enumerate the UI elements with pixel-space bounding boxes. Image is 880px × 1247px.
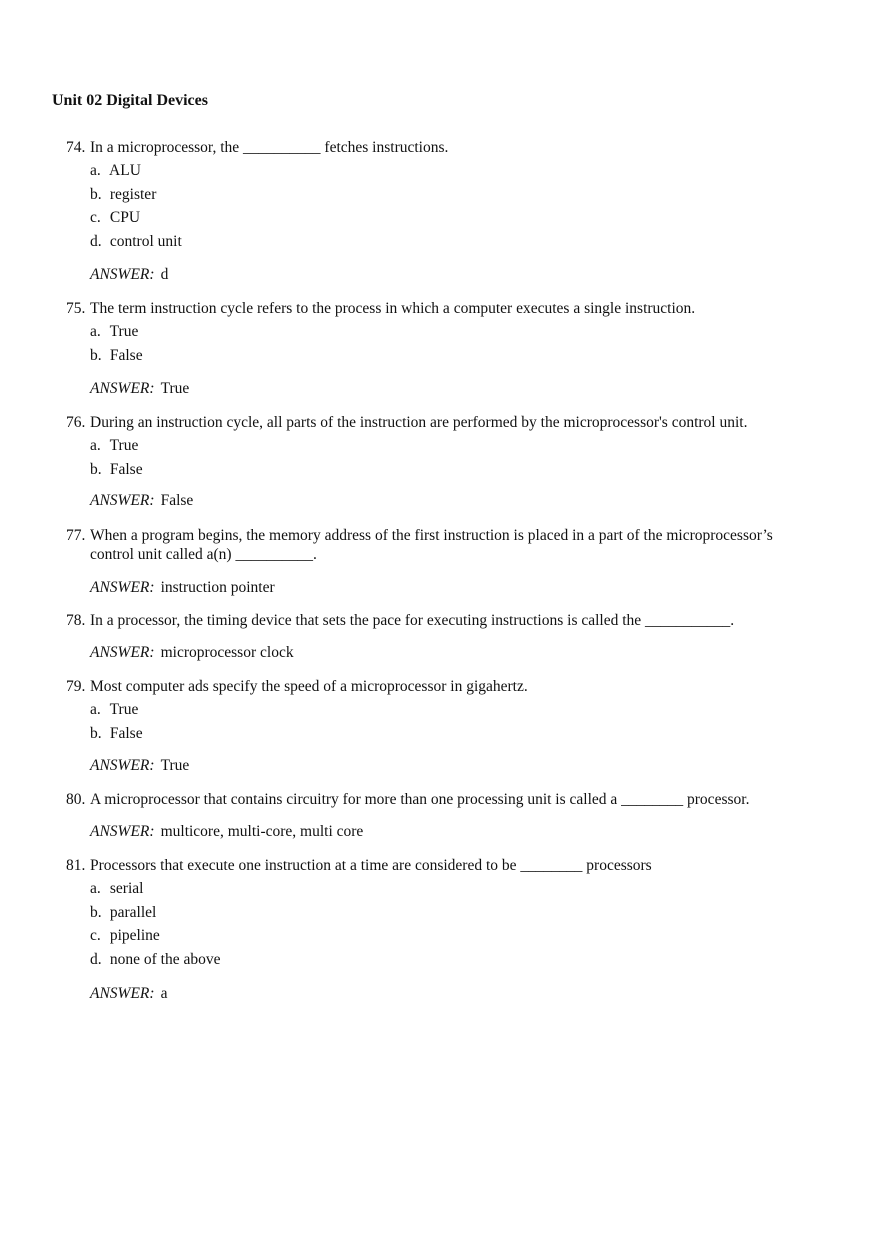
answer-text: d (160, 266, 169, 283)
question-number: 78. (66, 612, 86, 629)
answer-text: instruction pointer (160, 579, 275, 596)
options-list (90, 877, 826, 971)
option-text: False (109, 346, 143, 364)
question-text: When a program begins, the memory address of the first instruction is placed in a part of the microprocessor’s control unit called a(n) __________. (90, 527, 777, 563)
question-81 (66, 856, 826, 971)
option-b (90, 458, 826, 482)
option-letter: d. (90, 950, 102, 968)
option-letter: b. (90, 724, 102, 742)
option-b (90, 901, 826, 925)
answer-text: microprocessor clock (160, 644, 294, 661)
option-text: parallel (109, 903, 157, 921)
answer-79 (66, 756, 826, 775)
question-text: A microprocessor that contains circuitry for more than one processing unit is called a ________ processor. (90, 791, 750, 808)
question-text: In a microprocessor, the __________ fetches instructions. (90, 139, 449, 156)
question-text: During an instruction cycle, all parts of the instruction are performed by the microprocessor's control unit. (90, 414, 748, 431)
answer-75 (66, 379, 826, 398)
option-text: True (109, 701, 139, 718)
question-number: 77. (66, 527, 86, 544)
options-list (90, 159, 826, 253)
option-letter: b. (90, 460, 102, 478)
option-a (90, 434, 826, 458)
option-letter: a. (90, 437, 101, 454)
option-text: CPU (109, 209, 141, 226)
question-80 (66, 790, 826, 809)
question-77 (66, 526, 796, 564)
question-79 (66, 677, 826, 745)
option-a (90, 320, 826, 344)
option-letter: b. (90, 346, 102, 364)
question-number: 76. (66, 414, 86, 431)
question-number: 80. (66, 791, 86, 808)
option-text: False (109, 724, 143, 742)
options-list (90, 320, 826, 367)
question-text: The term instruction cycle refers to the process in which a computer executes a single instruction. (90, 300, 696, 317)
option-a (90, 159, 826, 183)
answer-text: multicore, multi-core, multi core (160, 823, 364, 840)
option-text: True (109, 437, 139, 454)
answer-text: a (160, 985, 168, 1002)
answer-label: ANSWER: (90, 492, 155, 509)
option-letter: b. (90, 903, 102, 921)
option-letter: b. (90, 185, 102, 203)
option-text: False (109, 460, 143, 478)
unit-title: Unit 02 Digital Devices (52, 92, 208, 109)
option-d (90, 948, 826, 972)
options-list (90, 698, 826, 745)
option-a (90, 698, 826, 722)
question-75 (66, 299, 826, 367)
option-letter: d. (90, 232, 102, 250)
question-78 (66, 611, 826, 630)
option-text: register (109, 185, 157, 203)
answer-text: True (160, 757, 190, 774)
option-text: control unit (109, 232, 182, 250)
option-text: none of the above (109, 950, 221, 968)
option-text: serial (109, 880, 144, 897)
answer-label: ANSWER: (90, 266, 155, 283)
option-letter: a. (90, 323, 101, 340)
answer-text: True (160, 380, 190, 397)
option-letter: a. (90, 880, 101, 897)
question-76 (66, 413, 826, 481)
option-letter: c. (90, 927, 101, 944)
answer-78 (66, 643, 826, 662)
question-text: Processors that execute one instruction at a time are considered to be ________ processors (90, 857, 652, 874)
answer-81 (66, 984, 826, 1003)
answer-label: ANSWER: (90, 985, 155, 1002)
option-text: ALU (109, 162, 141, 179)
answer-label: ANSWER: (90, 579, 155, 596)
answer-77 (66, 578, 826, 597)
option-text: True (109, 323, 139, 340)
option-text: pipeline (109, 927, 160, 944)
question-number: 75. (66, 300, 86, 317)
question-74 (66, 138, 826, 253)
question-number: 79. (66, 678, 86, 695)
question-number: 74. (66, 139, 86, 156)
answer-label: ANSWER: (90, 823, 155, 840)
answer-text: False (160, 492, 194, 509)
option-c (90, 206, 826, 230)
option-b (90, 183, 826, 207)
option-c (90, 924, 826, 948)
options-list (90, 434, 826, 481)
option-letter: c. (90, 209, 101, 226)
option-a (90, 877, 826, 901)
answer-label: ANSWER: (90, 644, 155, 661)
option-letter: a. (90, 701, 101, 718)
answer-74 (66, 265, 826, 284)
question-text: Most computer ads specify the speed of a microprocessor in gigahertz. (90, 678, 528, 695)
question-number: 81. (66, 857, 86, 874)
answer-label: ANSWER: (90, 380, 155, 397)
option-d (90, 230, 826, 254)
answer-80 (66, 822, 826, 841)
option-b (90, 722, 826, 746)
question-text: In a processor, the timing device that sets the pace for executing instructions is called the ___________. (90, 612, 735, 629)
answer-label: ANSWER: (90, 757, 155, 774)
option-letter: a. (90, 162, 101, 179)
answer-76 (66, 491, 826, 510)
option-b (90, 344, 826, 368)
